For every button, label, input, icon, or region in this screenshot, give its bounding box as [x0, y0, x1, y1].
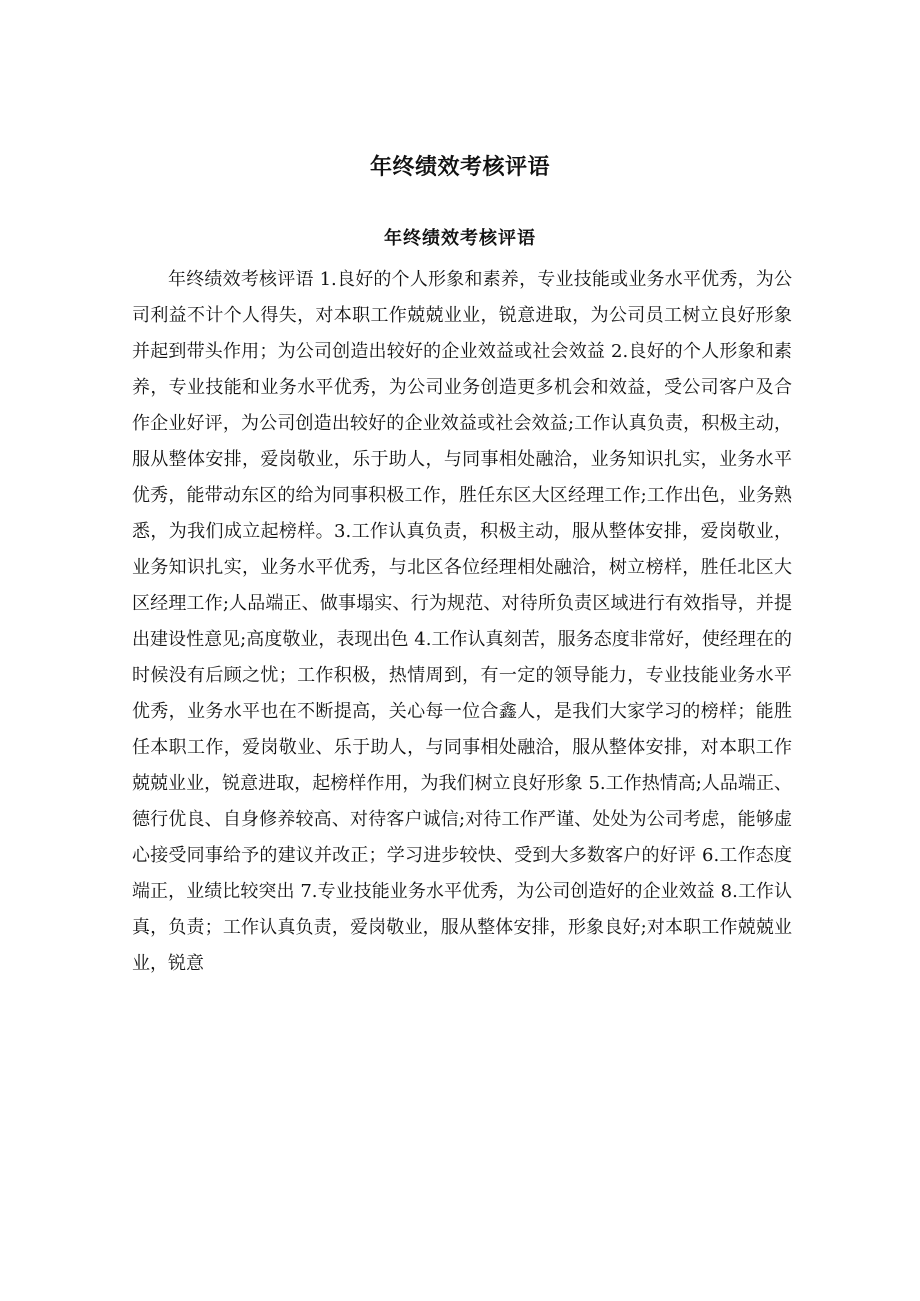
document-subtitle: 年终绩效考核评语 — [384, 228, 536, 249]
document-body: 年终绩效考核评语 1.良好的个人形象和素养，专业技能或业务水平优秀，为公司利益不计个人得失，对本职工作兢兢业业，锐意进取，为公司员工树立良好形象并起到带头作用；为公司创造出较好的企业效益或社会效益 2.良好的个人形象和素养，专业技能和业务水平优秀，为公司业务创造更多机会和效益，受公司客户及合作企业好评，为公司创造出较好的企业效益或社会效益;工作认真负责，积极主动，服从整体安排，爱岗敬业，乐于助人，与同事相处融洽，业务知识扎实，业务水平优秀，能带动东区的给为同事积极工作，胜任东区大区经理工作;工作出色，业务熟悉，为我们成立起榜样。3.工作认真负责，积极主动，服从整体安排，爱岗敬业，业务知识扎实，业务水平优秀，与北区各位经理相处融洽，树立榜样，胜任北区大区经理工作;人品端正、做事塌实、行为规范、对待所负责区域进行有效指导，并提出建设性意见;高度敬业，表现出色 4.工作认真刻苦，服务态度非常好，使经理在的时候没有后顾之忧；工作积极，热情周到，有一定的领导能力，专业技能业务水平优秀，业务水平也在不断提高，关心每一位合鑫人，是我们大家学习的榜样；能胜任本职工作，爱岗敬业、乐于助人，与同事相处融洽，服从整体安排，对本职工作兢兢业业，锐意进取，起榜样作用，为我们树立良好形象 5.工作热情高;人品端正、德行优良、自身修养较高、对待客户诚信;对待工作严谨、处处为公司考虑，能够虚心接受同事给予的建议并改正；学习进步较快、受到大多数客户的好评 6.工作态度端正，业绩比较突出 7.专业技能业务水平优秀，为公司创造好的企业效益 8.工作认真，负责；工作认真负责，爱岗敬业，服从整体安排，形象良好;对本职工作兢兢业业，锐意 — [132, 269, 792, 974]
document-title: 年终绩效考核评语 — [369, 155, 550, 180]
